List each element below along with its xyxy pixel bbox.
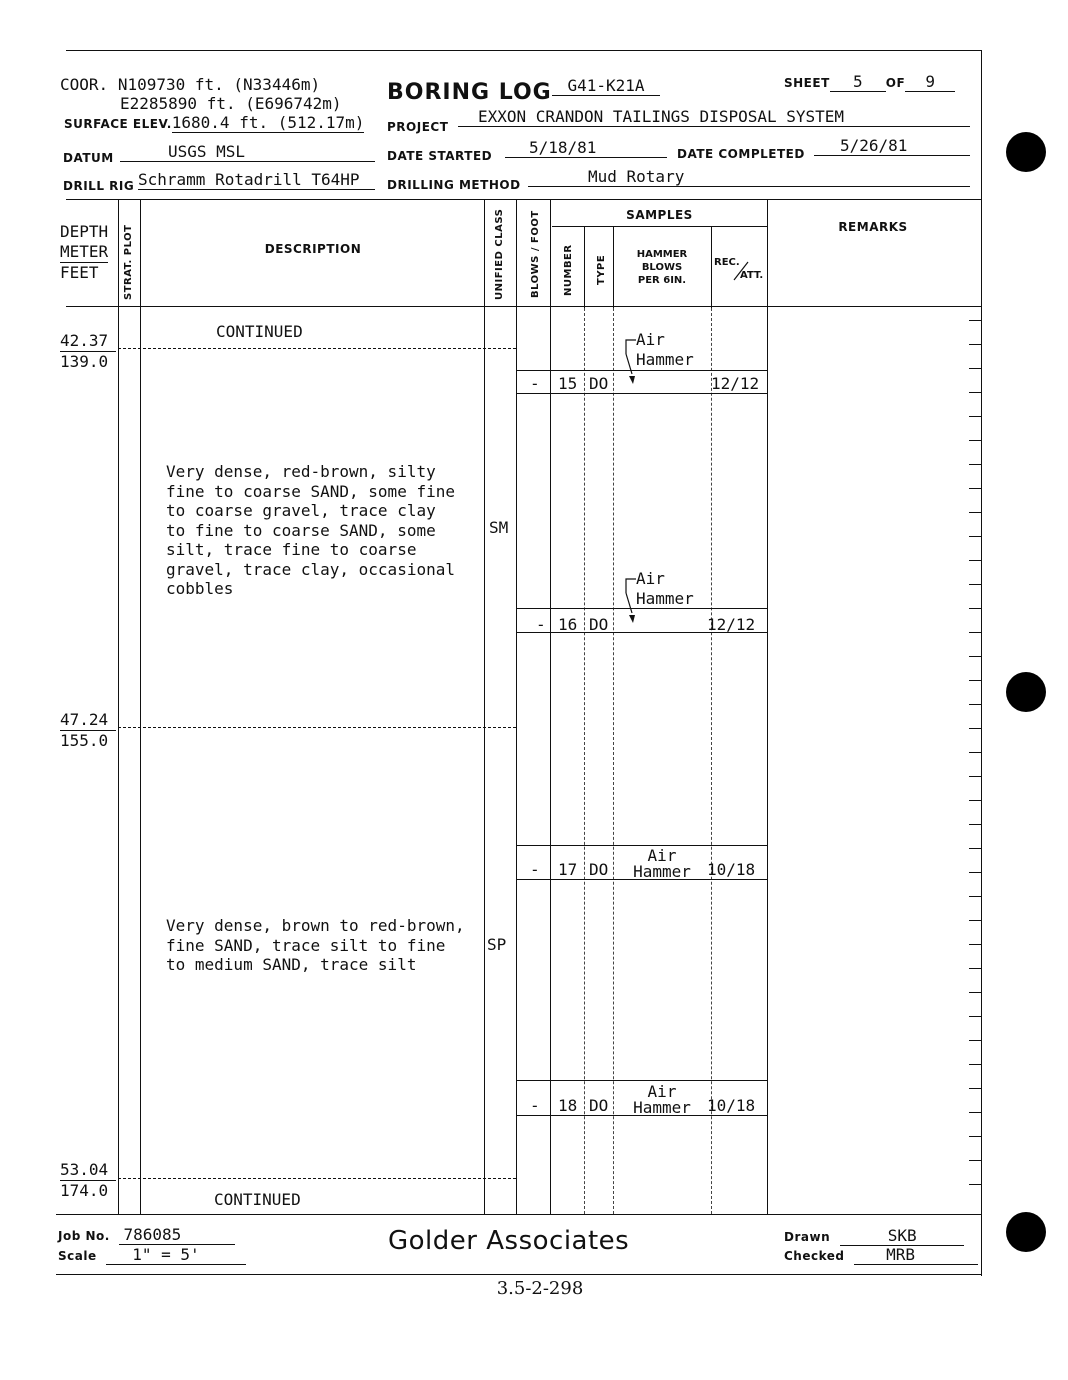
- sample-15-type: DO: [589, 374, 609, 393]
- sample-16-blows: -: [536, 615, 546, 634]
- date-started-value: 5/18/81: [505, 138, 667, 158]
- layer-boundary-1: [118, 348, 516, 349]
- boring-log-title: BORING LOG: [387, 80, 552, 105]
- depth-meter-3: 53.04: [60, 1160, 116, 1181]
- sample-16-hammer: Air Hammer: [636, 569, 694, 608]
- layer-boundary-3: [118, 1178, 516, 1179]
- hammer-column-border: [711, 226, 712, 308]
- sample-16-rec: 12/12: [707, 615, 756, 634]
- depth-feet-2: 155.0: [60, 731, 109, 750]
- hammer-column-dash: [711, 308, 712, 1214]
- sample-15-blows: -: [530, 374, 540, 393]
- sheet-label: SHEET: [784, 76, 830, 90]
- checked-label: Checked: [784, 1249, 845, 1263]
- layer-boundary-2: [118, 727, 516, 728]
- frame-top-line: [66, 50, 982, 51]
- coor-label: COOR.: [60, 75, 109, 94]
- coor-line-1: N109730 ft. (N33446m): [117, 75, 321, 94]
- type-column-dash: [613, 308, 614, 1214]
- surface-elev-row: [64, 113, 364, 132]
- number-column-border: [584, 226, 585, 308]
- company-name: Golder Associates: [388, 1226, 630, 1256]
- frame-right-line: [981, 50, 982, 1276]
- binding-hole-middle: [1006, 672, 1046, 712]
- of-label: OF: [885, 76, 906, 90]
- depth-header-feet: FEET: [60, 263, 99, 282]
- sample-16-number: 16: [558, 615, 578, 634]
- scale-row: [58, 1245, 246, 1265]
- scale-value: 1" = 5': [106, 1245, 246, 1265]
- sample-17-hammer: Air Hammer: [633, 846, 691, 881]
- depth-marker-2: [60, 710, 116, 751]
- binding-hole-bottom: [1006, 1212, 1046, 1252]
- date-started-label: DATE STARTED: [387, 149, 493, 163]
- sample-18-type: DO: [589, 1096, 609, 1115]
- layer-2-class: SP: [487, 935, 507, 954]
- rec-att-header: [714, 256, 766, 284]
- depth-column-border: [118, 200, 119, 1214]
- depth-header-depth: DEPTH: [60, 222, 109, 241]
- sample-17-type: DO: [589, 860, 609, 879]
- sample-16-type: DO: [589, 615, 609, 634]
- strat-plot-header: STRAT. PLOT: [123, 224, 134, 300]
- sample-17-rec: 10/18: [707, 860, 756, 879]
- hammer-header-line-3: PER 6IN.: [637, 275, 687, 286]
- description-column-border: [484, 200, 485, 1214]
- drill-rig-label: DRILL RIG: [63, 179, 135, 193]
- checked-row: [784, 1245, 978, 1265]
- surface-elev-value: 1680.4 ft. (512.17m): [171, 113, 365, 132]
- boring-id: G41-K21A: [552, 76, 660, 96]
- sample-15-hammer: Air Hammer: [636, 330, 694, 369]
- layer-2-description: Very dense, brown to red-brown, fine SAND, trace silt to fine to medium SAND, trace silt: [166, 916, 465, 974]
- sample-15-rec: 12/12: [711, 374, 760, 393]
- strat-plot-column-border: [140, 200, 141, 1214]
- job-number-value: 786085: [119, 1225, 235, 1245]
- binding-hole-top: [1006, 132, 1046, 172]
- sample-17-number: 17: [558, 860, 578, 879]
- blows-foot-header: BLOWS / FOOT: [530, 210, 541, 298]
- sample-15-number: 15: [558, 374, 578, 393]
- rec-att-slash: [714, 256, 766, 284]
- number-header: NUMBER: [563, 244, 574, 296]
- att-header: ATT.: [740, 270, 764, 281]
- depth-feet-3: 174.0: [60, 1181, 109, 1200]
- date-completed-value: 5/26/81: [814, 136, 970, 156]
- type-column-border: [613, 226, 614, 308]
- datum-label: DATUM: [63, 151, 114, 165]
- checked-value: MRB: [854, 1245, 978, 1265]
- sample-16-callout-arrow: [618, 573, 648, 633]
- depth-header: [60, 222, 108, 283]
- drawn-label: Drawn: [784, 1230, 831, 1244]
- datum-value: USGS MSL: [120, 142, 375, 162]
- job-number-label: Job No.: [58, 1229, 110, 1243]
- sample-18-blows: -: [530, 1096, 540, 1115]
- continued-bottom-label: CONTINUED: [214, 1190, 301, 1209]
- sample-15-callout-arrow: [618, 334, 648, 394]
- unified-class-header: UNIFIED CLASS: [494, 208, 505, 300]
- sheet-total: 9: [905, 72, 955, 92]
- footer-top-line: [56, 1214, 982, 1215]
- coordinates-block: [60, 75, 342, 113]
- blows-column-border: [550, 200, 551, 1214]
- number-column-dash: [584, 308, 585, 1214]
- rec-header: REC.: [714, 257, 740, 268]
- project-value: EXXON CRANDON TAILINGS DISPOSAL SYSTEM: [458, 107, 970, 127]
- depth-marker-1: [60, 331, 116, 372]
- layer-1-class: SM: [489, 518, 509, 537]
- hammer-header-line-2: BLOWS: [641, 262, 683, 273]
- description-header: DESCRIPTION: [264, 242, 362, 256]
- sample-18-number: 18: [558, 1096, 578, 1115]
- sample-17-blows: -: [530, 860, 540, 879]
- drawn-value: SKB: [840, 1226, 964, 1246]
- sample-17-top-line: [516, 845, 767, 846]
- unified-class-column-border: [516, 200, 517, 1214]
- continued-top-label: CONTINUED: [216, 322, 303, 341]
- footer-bottom-line: [56, 1274, 982, 1275]
- header-bottom-line: [66, 199, 982, 200]
- page-id: 3.5-2-298: [496, 1278, 584, 1299]
- scale-label: Scale: [58, 1249, 97, 1263]
- job-number-row: [58, 1225, 235, 1245]
- surface-elev-label: SURFACE ELEV.: [64, 117, 172, 131]
- coor-line-2: E2285890 ft. (E696742m): [120, 94, 342, 113]
- sheet-number: 5: [830, 72, 886, 92]
- sheet-row: [784, 72, 974, 92]
- depth-feet-1: 139.0: [60, 352, 109, 371]
- drilling-method-label: DRILLING METHOD: [387, 178, 521, 192]
- hammer-header: [614, 248, 710, 287]
- depth-meter-2: 47.24: [60, 710, 116, 731]
- samples-column-border: [767, 200, 768, 1214]
- drilling-method-value: Mud Rotary: [528, 167, 970, 187]
- drill-rig-value: Schramm Rotadrill T64HP: [138, 170, 375, 190]
- project-label: PROJECT: [387, 120, 449, 134]
- depth-meter-1: 42.37: [60, 331, 116, 352]
- layer-1-description: Very dense, red-brown, silty fine to coarse SAND, some fine to coarse gravel, trace clay to fine to coarse SAND, some silt, trace fine to coarse gravel, trace clay, occasional cobbles: [166, 462, 455, 598]
- sample-18-rec: 10/18: [707, 1096, 756, 1115]
- remarks-header: REMARKS: [838, 220, 908, 234]
- sample-18-hammer: Air Hammer: [633, 1082, 691, 1117]
- samples-header: SAMPLES: [626, 208, 693, 222]
- hammer-header-line-1: HAMMER: [636, 249, 688, 260]
- column-header-bottom-line: [66, 306, 982, 307]
- depth-marker-3: [60, 1160, 116, 1201]
- date-completed-label: DATE COMPLETED: [677, 147, 805, 161]
- type-header: TYPE: [596, 254, 607, 286]
- depth-header-meter: METER: [60, 242, 109, 261]
- sample-18-top-line: [516, 1080, 767, 1081]
- drawn-row: [784, 1226, 964, 1246]
